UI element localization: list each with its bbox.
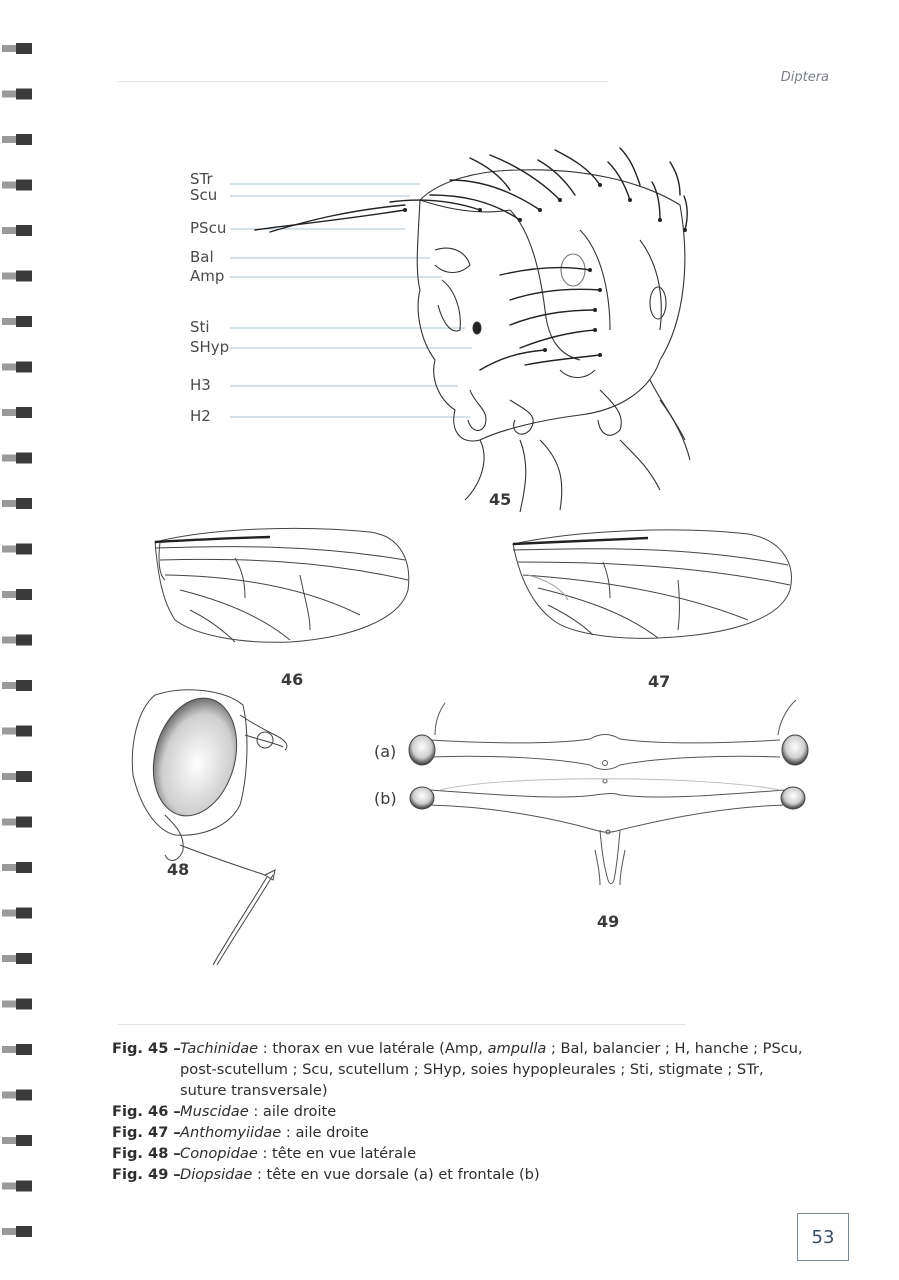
fig-49-view-a-label: (a)	[374, 742, 397, 761]
binding-ring	[2, 726, 32, 737]
label-amp: Amp	[190, 267, 225, 285]
binding-ring	[2, 43, 32, 54]
binding-ring	[2, 316, 32, 327]
caption-text: : aile droite	[281, 1124, 369, 1141]
caption-taxon: Anthomyiidae	[180, 1124, 282, 1141]
caption-ref: Fig. 47 –	[112, 1124, 181, 1141]
binding-ring	[2, 498, 32, 509]
binding-ring	[2, 1181, 32, 1192]
binding-ring	[2, 1226, 32, 1237]
caption-text: ; Bal, balancier ; H, hanche ; PScu, post-scutellum ; Scu, scutellum ; SHyp, soies hypopleurales ; Sti, stigmate ; STr, suture transversale)	[180, 1040, 803, 1099]
caption-fig-45	[112, 1038, 812, 1101]
caption-text: : tête en vue dorsale (a) et frontale (b)	[252, 1166, 540, 1183]
caption-ref: Fig. 48 –	[112, 1145, 181, 1162]
fig-46-wing-drawing	[150, 520, 415, 650]
binding-ring	[2, 771, 32, 782]
label-sti: Sti	[190, 318, 210, 336]
fig-49-number: 49	[597, 912, 620, 931]
caption-taxon: Muscidae	[180, 1103, 249, 1120]
label-scu: Scu	[190, 186, 218, 204]
caption-fig-49	[112, 1164, 812, 1185]
label-shyp: SHyp	[190, 338, 230, 356]
figure-captions	[112, 1038, 812, 1185]
caption-fig-46	[112, 1101, 812, 1122]
binding-ring	[2, 1135, 32, 1146]
binding-ring	[2, 862, 32, 873]
caption-text: : thorax en vue latérale (Amp,	[258, 1040, 488, 1057]
caption-ref: Fig. 45 –	[112, 1040, 181, 1057]
binding-ring	[2, 271, 32, 282]
binding-ring	[2, 89, 32, 100]
header-rule	[118, 81, 608, 82]
label-pscu: PScu	[190, 219, 227, 237]
binding-ring	[2, 589, 32, 600]
caption-italic-term: ampulla	[487, 1040, 547, 1057]
fig-47-wing-drawing	[508, 520, 798, 645]
binding-ring	[2, 635, 32, 646]
fig-49-view-b-label: (b)	[374, 789, 397, 808]
caption-ref: Fig. 46 –	[112, 1103, 181, 1120]
label-bal: Bal	[190, 248, 214, 266]
binding-ring	[2, 680, 32, 691]
caption-fig-47	[112, 1122, 812, 1143]
fig-45-thorax-drawing	[180, 140, 710, 520]
caption-text: : aile droite	[248, 1103, 337, 1120]
binding-ring	[2, 453, 32, 464]
fig-47-number: 47	[648, 672, 671, 691]
spiral-binding	[0, 0, 40, 1280]
page-number: 53	[797, 1213, 849, 1261]
binding-ring	[2, 225, 32, 236]
caption-ref: Fig. 49 –	[112, 1166, 181, 1183]
binding-ring	[2, 1044, 32, 1055]
binding-ring	[2, 953, 32, 964]
binding-ring	[2, 999, 32, 1010]
binding-ring	[2, 407, 32, 418]
fig-45-number: 45	[489, 490, 512, 509]
binding-ring	[2, 1090, 32, 1101]
fig-48-number: 48	[167, 860, 190, 879]
running-head: Diptera	[780, 70, 829, 85]
binding-ring	[2, 180, 32, 191]
binding-ring	[2, 908, 32, 919]
caption-taxon: Conopidae	[180, 1145, 258, 1162]
caption-rule	[118, 1024, 685, 1025]
label-h2: H2	[190, 407, 211, 425]
binding-ring	[2, 817, 32, 828]
fig-48-head-drawing	[125, 685, 295, 975]
caption-taxon: Tachinidae	[180, 1040, 259, 1057]
caption-fig-48	[112, 1143, 812, 1164]
binding-ring	[2, 544, 32, 555]
binding-ring	[2, 362, 32, 373]
fig-49-head-drawing	[400, 695, 820, 895]
caption-taxon: Diopsidae	[180, 1166, 253, 1183]
caption-text: : tête en vue latérale	[257, 1145, 417, 1162]
binding-ring	[2, 134, 32, 145]
label-h3: H3	[190, 376, 211, 394]
fig-46-number: 46	[281, 670, 304, 689]
label-str: STr	[190, 170, 213, 188]
